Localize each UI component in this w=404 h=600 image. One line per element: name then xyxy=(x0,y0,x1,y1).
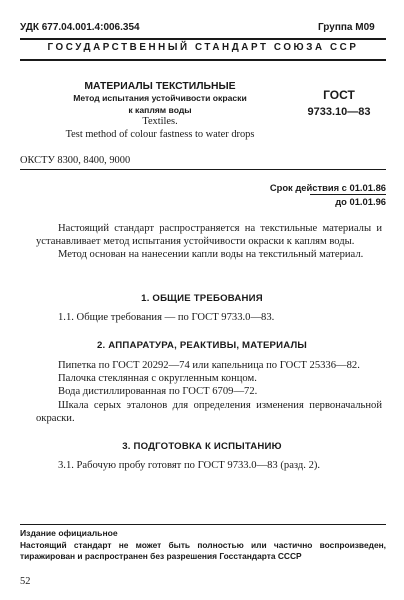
document-title: МАТЕРИАЛЫ ТЕКСТИЛЬНЫЕ xyxy=(84,81,236,92)
section-3-line: 3.1. Рабочую пробу готовят по ГОСТ 9733.0—83 (разд. 2). xyxy=(58,460,321,471)
section-2-line-4: Шкала серых эталонов для определения изменения первоначальной окраски. xyxy=(36,399,382,424)
reproduction-notice: Настоящий стандарт не может быть полностью или частично воспроизведен, тиражирован и распространен без разрешения Госстандарта СССР xyxy=(20,540,386,561)
intro-paragraph-2: Метод основан на нанесении капли воды на текстильный материал. xyxy=(58,249,364,261)
section-3-body xyxy=(36,459,382,472)
section-1-heading: 1. ОБЩИЕ ТРЕБОВАНИЯ xyxy=(141,293,263,304)
intro-paragraph-1: Настоящий стандарт распространяется на текстильные материалы и устанавливает метод испытания устойчивости окраски к каплям воды. xyxy=(36,223,382,248)
title-block xyxy=(40,80,280,141)
section-2-line-3: Вода дистиллированная по ГОСТ 6709—72. xyxy=(58,386,258,398)
section-2-line-2: Палочка стеклянная с округленным концом. xyxy=(58,373,257,385)
header-rule-bottom xyxy=(20,59,386,61)
footer-rule xyxy=(20,524,386,525)
gost-number: 9733.10—83 xyxy=(307,106,371,118)
english-title-line-1: Textiles. xyxy=(142,116,178,127)
standard-banner: ГОСУДАРСТВЕННЫЙ СТАНДАРТ СОЮЗА ССР xyxy=(47,42,359,53)
intro-text xyxy=(36,222,382,262)
validity-start: Срок действия с 01.01.86 xyxy=(269,182,386,193)
section-1-line: 1.1. Общие требования — по ГОСТ 9733.0—83. xyxy=(58,312,275,323)
okstu-codes: ОКСТУ 8300, 8400, 9000 xyxy=(20,155,131,166)
official-edition-label: Издание официальное xyxy=(20,528,118,538)
gost-label: ГОСТ xyxy=(323,88,355,102)
validity-end: до 01.01.96 xyxy=(335,196,386,207)
section-3-heading: 3. ПОДГОТОВКА К ИСПЫТАНИЮ xyxy=(122,441,282,452)
udk-code: УДК 677.04.001.4:006.354 xyxy=(20,22,140,33)
section-2-body xyxy=(36,359,382,425)
document-subtitle-line-2: к каплям воды xyxy=(128,104,192,115)
section-2-line-1: Пипетка по ГОСТ 20292—74 или капельница по ГОСТ 25336—82. xyxy=(58,360,360,371)
group-code: Группа М09 xyxy=(318,22,375,33)
document-subtitle-line-1: Метод испытания устойчивости окраски xyxy=(73,93,247,103)
english-title-line-2: Test method of colour fastness to water drops xyxy=(65,128,255,140)
header-rule-top xyxy=(20,38,386,40)
page-number: 52 xyxy=(20,576,31,587)
section-1-body xyxy=(36,311,382,324)
validity-rule xyxy=(310,194,386,195)
section-2-heading: 2. АППАРАТУРА, РЕАКТИВЫ, МАТЕРИАЛЫ xyxy=(96,340,308,351)
okstu-rule xyxy=(20,169,386,170)
